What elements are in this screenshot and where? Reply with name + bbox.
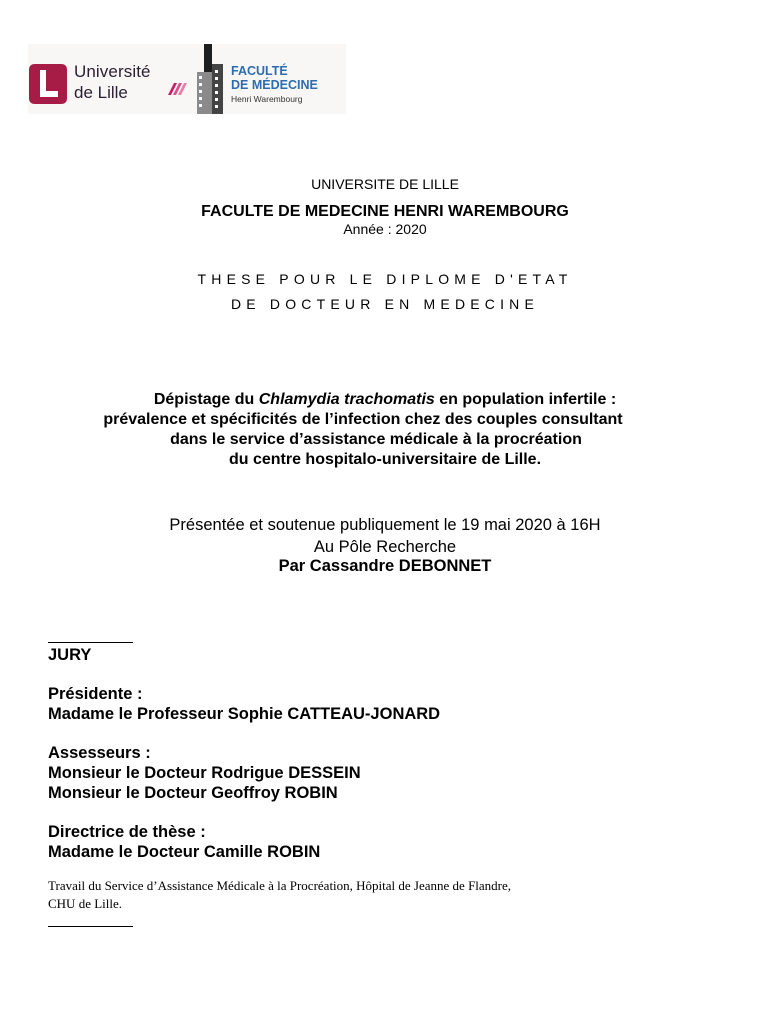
thesis-title-line1: Dépistage du Chlamydia trachomatis en population infertile : — [153, 391, 617, 408]
assessors-label: Assesseurs : — [48, 744, 151, 762]
defense-location: Au Pôle Recherche — [313, 538, 457, 556]
faculty-name: FACULTE DE MEDECINE HENRI WAREMBOURG — [201, 203, 569, 220]
director-label: Directrice de thèse : — [48, 823, 206, 841]
stripes-icon — [166, 79, 188, 97]
divider-bottom — [48, 926, 133, 927]
universite-lille-logo-icon — [29, 64, 67, 104]
divider-top — [48, 642, 133, 643]
thesis-title-line2: prévalence et spécificités de l’infection chez des couples consultant — [103, 411, 623, 428]
work-origin-line2: CHU de Lille. — [48, 896, 123, 911]
defense-date: Présentée et soutenue publiquement le 19 mai 2020 à 16H — [169, 516, 601, 534]
universite-logo-text: Université — [74, 62, 151, 81]
faculte-logo-text: FACULTÉ — [231, 64, 288, 78]
faculte-logo-text-2: DE MÉDECINE — [231, 78, 318, 92]
assessor-2-name: Monsieur le Docteur Geoffroy ROBIN — [48, 784, 338, 802]
president-label: Présidente : — [48, 685, 143, 703]
author-name: Par Cassandre DEBONNET — [278, 557, 492, 575]
work-origin-note — [48, 877, 688, 913]
university-name: UNIVERSITE DE LILLE — [311, 176, 459, 192]
thesis-type-line2: DE DOCTEUR EN MEDECINE — [230, 296, 540, 312]
thesis-title-line4: du centre hospitalo-universitaire de Lille. — [228, 451, 542, 468]
faculte-logo-subtext: Henri Warembourg — [231, 94, 303, 104]
assessor-1-name: Monsieur le Docteur Rodrigue DESSEIN — [48, 764, 361, 782]
director-name: Madame le Docteur Camille ROBIN — [48, 843, 321, 861]
pathogen-name: Chlamydia trachomatis — [258, 391, 435, 408]
academic-year: Année : 2020 — [343, 221, 427, 237]
thesis-type-line1: THESE POUR LE DIPLOME D'ETAT — [197, 271, 573, 287]
jury-heading: JURY — [48, 646, 92, 664]
faculte-building-icon — [193, 44, 227, 114]
universite-logo-text-2: de Lille — [74, 83, 128, 102]
work-origin-line1: Travail du Service d’Assistance Médicale à la Procréation, Hôpital de Jeanne de Flandre, — [48, 878, 512, 893]
president-name: Madame le Professeur Sophie CATTEAU-JONARD — [48, 705, 441, 723]
thesis-title-line3: dans le service d’assistance médicale à la procréation — [170, 431, 582, 448]
